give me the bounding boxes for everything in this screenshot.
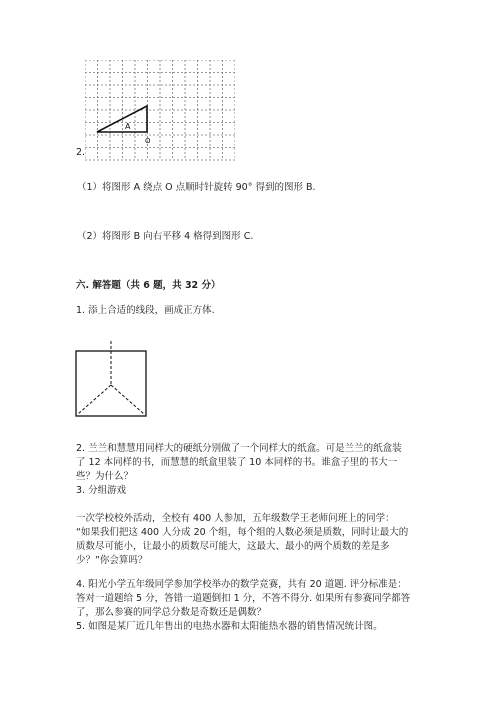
cube-hidden-edge-right	[111, 385, 144, 414]
subquestion-2: （2）将图形 B 向右平移 4 格得到图形 C.	[77, 231, 254, 242]
s6-question-3-para-2: “如果我们把这 400 人分成 20 个组，每个组的人数必须是质数，同时让最大的	[76, 527, 409, 538]
s6-question-2-line-3: 些？为什么？	[76, 471, 134, 482]
s6-question-3: 3. 分组游戏	[76, 485, 127, 496]
question-2-number: 2.	[76, 147, 86, 158]
subquestion-1: （1）将图形 A 绕点 O 点顺时针旋转 90° 得到的图形 B.	[77, 182, 316, 193]
s6-question-5: 5. 如图是某厂近几年售出的电热水器和太阳能热水器的销售情况统计图。	[76, 621, 383, 632]
s6-question-3-para-3: 质数尽可能小，让最小的质数尽可能大，这最大、最小的两个质数的差是多	[76, 541, 390, 552]
cube-figure	[72, 340, 156, 422]
s6-question-2-line-2: 了 12 本同样的书，而慧慧的纸盒里装了 10 本同样的书。谁盒子里的书大一	[76, 457, 398, 468]
s6-question-3-para-1: 一次学校校外活动，全校有 400 人参加，五年级数学王老师问班上的同学：	[76, 513, 395, 524]
s6-question-2-line-1: 2. 兰兰和慧慧用同样大的硬纸分别做了一个同样大的纸盒。可是兰兰的纸盒装	[76, 443, 402, 454]
grid-figure	[85, 60, 235, 165]
figure-label-a: A	[125, 122, 131, 131]
section-6-heading: 六. 解答题（共 6 题，共 32 分）	[76, 280, 221, 291]
cube-hidden-edge-left	[78, 385, 111, 414]
s6-question-4-line-1: 4. 阳光小学五年级同学参加学校举办的数学竞赛，共有 20 道题. 评分标准是：	[76, 579, 407, 590]
grid-lines	[85, 60, 235, 160]
s6-question-4-line-2: 答对一道题给 5 分，答错一道题倒扣 1 分，不答不得分. 如果所有参赛同学都答	[76, 593, 411, 604]
s6-question-3-para-4: 少？”你会算吗？	[76, 555, 148, 566]
s6-question-4-line-3: 了，那么参赛的同学总分数是奇数还是偶数？	[76, 607, 267, 618]
s6-question-1: 1. 添上合适的线段，画成正方体.	[76, 305, 215, 316]
point-label-o: O	[145, 137, 151, 145]
